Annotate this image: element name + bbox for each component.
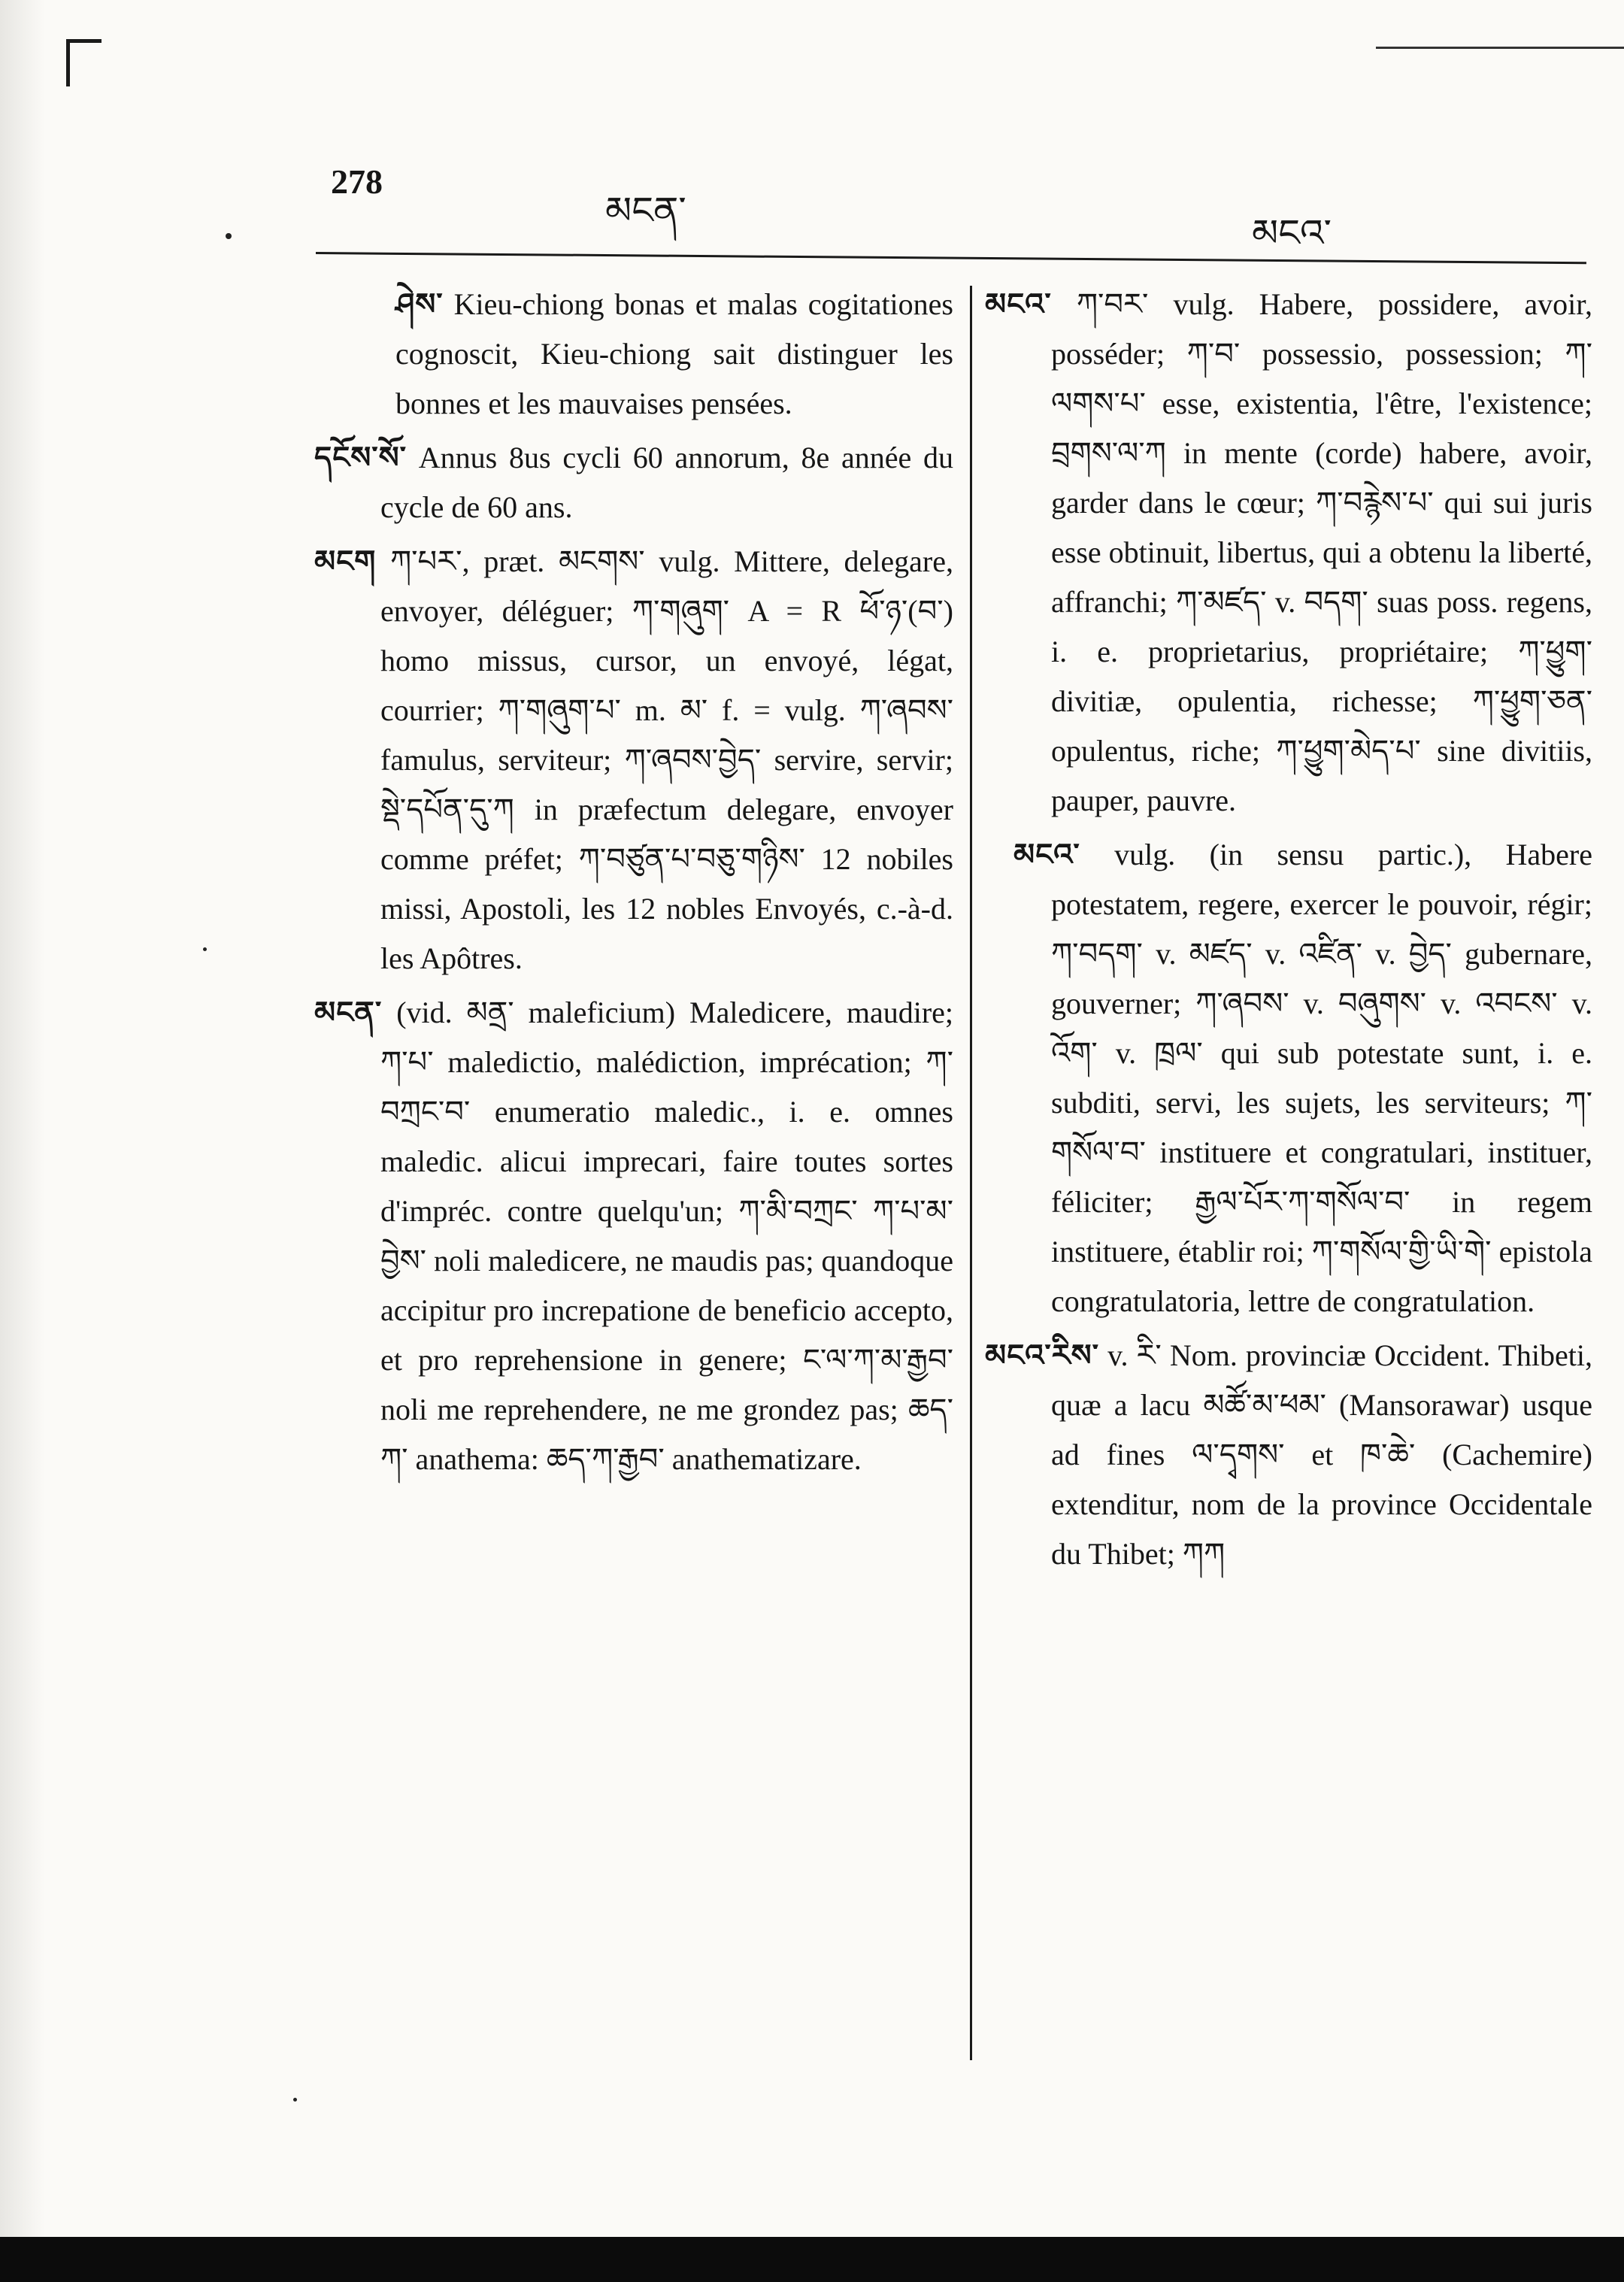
entry-text: vulg. (in sensu partic.), Habere potestatem, regere, exercer le pouvoir, régir; ཀ་བདག་ v. མཛད་ v. འཛིན་ v. བྱེད་ gubernare, gouverner; ཀ་ཞབས་ v. བཞུགས་ v. འབངས་ v. འོག་ v. ཁྲལ་ qui sub potestate sunt, i. e. subditi, servi, les sujets, les serviteurs; ཀ་གསོལ་བ་ instituere et congratulari, instituer, féliciter; རྒྱལ་པོར་ཀ་གསོལ་བ་ in regem instituere, établir roi; ཀ་གསོལ་གྱི་ཡི་གེ་ epistola congratulatoria, lettre de congratulation.	[1051, 838, 1592, 1318]
entry-text: Annus 8us cycli 60 annorum, 8e année du cycle de 60 ans.	[380, 441, 953, 524]
entry-text: (vid. མནྲ་ maleficium) Maledicere, maudire; ཀ་པ་ maledictio, malédiction, imprécation; ཀ་བཀྲང་བ་ enumeratio maledic., i. e. omnes maledic. alicui imprecari, faire toutes sortes d'impréc. contre quelqu'un; ཀ་མི་བཀྲང་ ཀ་པ་མ་བྱེས་ noli maledicere, ne maudis pas; quandoque accipitur pro increpatione de beneficio accepto, et pro reprehensione in genere; ང་ལ་ཀ་མ་རྒྱབ་ noli me reprehendere, ne me grondez pas; ཆད་ཀ་ anathema: ཆད་ཀ་རྒྱབ་ anathematizare.	[380, 996, 954, 1476]
entry-headword: མངན་	[314, 996, 383, 1030]
entry-text: ཀ་བར་ vulg. Habere, possidere, avoir, posséder; ཀ་བ་ possessio, possession; ཀ་ལགས་པ་ esse, existentia, l'être, l'existence; བྲགས་ལ་ཀ in mente (corde) habere, avoir, garder dans le cœur; ཀ་བརྙེས་པ་ qui sui juris esse obtinuit, libertus, qui a obtenu la liberté, affranchi; ཀ་མཛད་ v. བདག་ suas poss. regens, i. e. proprietarius, propriétaire; ཀ་ཕྱུག་ divitiæ, opulentia, richesse; ཀ་ཕྱུག་ཅན་ opulentus, riche; ཀ་ཕྱུག་མེད་པ་ sine divitiis, pauper, pauvre.	[1051, 287, 1592, 817]
entry-text: Kieu-chiong bonas et malas cogitationes cognoscit, Kieu-chiong sait distinguer les bonnes et les mauvaises pensées.	[395, 287, 953, 420]
page-header	[0, 147, 1624, 259]
right-column	[985, 280, 1592, 1583]
dictionary-entry	[314, 537, 953, 983]
dictionary-entry	[985, 830, 1592, 1326]
running-headword-left: མངན་	[605, 189, 686, 232]
dictionary-entry	[985, 1331, 1592, 1579]
entry-headword: དངོས་སོ་	[314, 441, 408, 475]
entry-headword: མངའ་	[985, 287, 1052, 322]
dictionary-entry	[314, 433, 953, 532]
running-headword-right: མངའ་	[1252, 211, 1332, 255]
entry-text: ཀ་པར་, præt. མངགས་ vulg. Mittere, delegare, envoyer, déléguer; ཀ་གཞུག་ A = R ཕོ་ཉ་(བ་) homo missus, cursor, un envoyé, légat, courrier; ཀ་གཞུག་པ་ m. མ་ f. = vulg. ཀ་ཞབས་ famulus, serviteur; ཀ་ཞབས་བྱེད་ servire, servir; སྡེ་དཔོན་དུ་ཀ in præfectum delegare, envoyer comme préfet; ཀ་བཙུན་པ་བཅུ་གཉིས་ 12 nobiles missi, Apostoli, les 12 nobles Envoyés, c.-à-d. les Apôtres.	[380, 544, 953, 975]
dictionary-entry	[314, 280, 953, 429]
scan-bottom-band	[0, 2237, 1624, 2282]
dictionary-entry	[985, 280, 1592, 826]
dictionary-entry	[314, 988, 953, 1484]
page-number: 278	[331, 162, 383, 201]
header-rule	[316, 252, 1586, 264]
corner-crop-mark	[66, 39, 102, 86]
column-divider	[970, 286, 972, 2060]
left-column	[314, 280, 953, 1489]
ink-speck	[203, 947, 207, 951]
top-right-rule	[1376, 47, 1624, 49]
entry-headword: མངའ་རིས་	[985, 1338, 1100, 1373]
entry-headword: མངའ་	[1013, 838, 1080, 872]
entry-headword: ཤེས་	[395, 287, 444, 322]
entry-headword: མངག	[314, 544, 377, 579]
entry-text: v. རི་ Nom. provinciæ Occident. Thibeti, quæ a lacu མཚོ་མ་ཕམ་ (Mansorawar) usque ad fines ལ་དྭགས་ et ཁ་ཆེ་ (Cachemire) extenditur, nom de la province Occidentale du Thibet; ཀཀ	[1051, 1338, 1593, 1571]
ink-speck	[293, 2098, 297, 2102]
page-edge-shadow	[0, 0, 45, 2282]
